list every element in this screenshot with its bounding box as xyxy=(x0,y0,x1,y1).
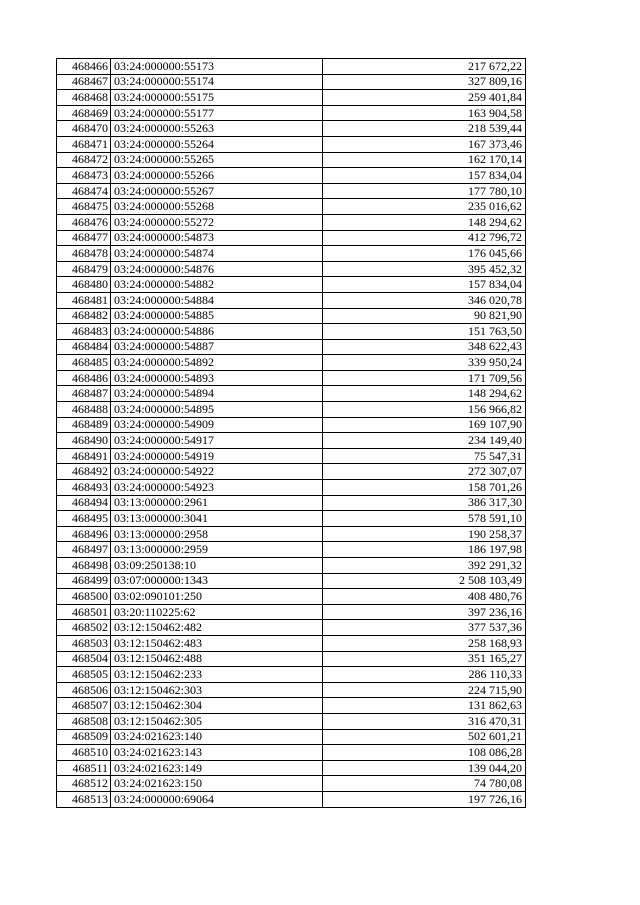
table-row xyxy=(57,620,526,636)
table-row xyxy=(57,386,526,402)
cadastral-number-cell: 03:24:000000:54884 xyxy=(111,292,323,308)
row-number-cell: 468478 xyxy=(57,246,111,262)
row-number-cell: 468508 xyxy=(57,713,111,729)
table-row xyxy=(57,589,526,605)
table-row xyxy=(57,324,526,340)
amount-cell: 151 763,50 xyxy=(323,324,526,340)
amount-cell: 386 317,30 xyxy=(323,495,526,511)
amount-cell: 258 168,93 xyxy=(323,635,526,651)
cadastral-number-cell: 03:24:000000:55267 xyxy=(111,183,323,199)
cadastral-number-cell: 03:24:021623:140 xyxy=(111,729,323,745)
cadastral-number-cell: 03:24:000000:54887 xyxy=(111,339,323,355)
row-number-cell: 468492 xyxy=(57,464,111,480)
cadastral-number-cell: 03:24:000000:54895 xyxy=(111,402,323,418)
row-number-cell: 468477 xyxy=(57,230,111,246)
table-row xyxy=(57,511,526,527)
amount-cell: 157 834,04 xyxy=(323,168,526,184)
table-row xyxy=(57,542,526,558)
row-number-cell: 468475 xyxy=(57,199,111,215)
amount-cell: 502 601,21 xyxy=(323,729,526,745)
cadastral-number-cell: 03:12:150462:483 xyxy=(111,635,323,651)
amount-cell: 167 373,46 xyxy=(323,136,526,152)
amount-cell: 169 107,90 xyxy=(323,417,526,433)
row-number-cell: 468474 xyxy=(57,183,111,199)
table-row xyxy=(57,651,526,667)
table-row xyxy=(57,402,526,418)
cadastral-number-cell: 03:24:000000:55268 xyxy=(111,199,323,215)
amount-cell: 186 197,98 xyxy=(323,542,526,558)
amount-cell: 176 045,66 xyxy=(323,246,526,262)
row-number-cell: 468503 xyxy=(57,635,111,651)
amount-cell: 162 170,14 xyxy=(323,152,526,168)
amount-cell: 339 950,24 xyxy=(323,355,526,371)
table-row xyxy=(57,308,526,324)
row-number-cell: 468467 xyxy=(57,74,111,90)
amount-cell: 190 258,37 xyxy=(323,526,526,542)
table-row xyxy=(57,667,526,683)
cadastral-number-cell: 03:24:000000:55177 xyxy=(111,105,323,121)
cadastral-number-cell: 03:24:000000:55272 xyxy=(111,214,323,230)
table-row xyxy=(57,635,526,651)
row-number-cell: 468513 xyxy=(57,791,111,807)
row-number-cell: 468493 xyxy=(57,480,111,496)
row-number-cell: 468494 xyxy=(57,495,111,511)
cadastral-number-cell: 03:24:000000:54922 xyxy=(111,464,323,480)
table-row xyxy=(57,105,526,121)
table-row xyxy=(57,136,526,152)
row-number-cell: 468502 xyxy=(57,620,111,636)
table-row xyxy=(57,776,526,792)
row-number-cell: 468501 xyxy=(57,604,111,620)
row-number-cell: 468481 xyxy=(57,292,111,308)
row-number-cell: 468468 xyxy=(57,90,111,106)
cadastral-number-cell: 03:24:000000:54882 xyxy=(111,277,323,293)
table-row xyxy=(57,90,526,106)
amount-cell: 348 622,43 xyxy=(323,339,526,355)
cadastral-number-cell: 03:24:000000:54894 xyxy=(111,386,323,402)
cadastral-number-cell: 03:24:000000:55264 xyxy=(111,136,323,152)
table-row xyxy=(57,292,526,308)
cadastral-number-cell: 03:24:000000:55175 xyxy=(111,90,323,106)
cadastral-number-cell: 03:24:000000:54917 xyxy=(111,433,323,449)
cadastral-number-cell: 03:24:021623:150 xyxy=(111,776,323,792)
table-row xyxy=(57,277,526,293)
amount-cell: 197 726,16 xyxy=(323,791,526,807)
table-row xyxy=(57,682,526,698)
table-row xyxy=(57,74,526,90)
amount-cell: 578 591,10 xyxy=(323,511,526,527)
cadastral-number-cell: 03:24:000000:55265 xyxy=(111,152,323,168)
table-row xyxy=(57,713,526,729)
row-number-cell: 468471 xyxy=(57,136,111,152)
cadastral-number-cell: 03:24:000000:54892 xyxy=(111,355,323,371)
cadastral-number-cell: 03:09:250138:10 xyxy=(111,558,323,574)
amount-cell: 148 294,62 xyxy=(323,214,526,230)
cadastral-number-cell: 03:13:000000:2961 xyxy=(111,495,323,511)
table-row xyxy=(57,464,526,480)
row-number-cell: 468495 xyxy=(57,511,111,527)
row-number-cell: 468497 xyxy=(57,542,111,558)
cadastral-number-cell: 03:24:000000:54873 xyxy=(111,230,323,246)
table-row xyxy=(57,370,526,386)
table-row xyxy=(57,573,526,589)
row-number-cell: 468488 xyxy=(57,402,111,418)
amount-cell: 74 780,08 xyxy=(323,776,526,792)
cadastral-number-cell: 03:12:150462:482 xyxy=(111,620,323,636)
row-number-cell: 468504 xyxy=(57,651,111,667)
amount-cell: 286 110,33 xyxy=(323,667,526,683)
table-row xyxy=(57,246,526,262)
amount-cell: 397 236,16 xyxy=(323,604,526,620)
cadastral-number-cell: 03:13:000000:3041 xyxy=(111,511,323,527)
table-row xyxy=(57,183,526,199)
cadastral-number-cell: 03:24:000000:55173 xyxy=(111,59,323,75)
cadastral-number-cell: 03:12:150462:488 xyxy=(111,651,323,667)
cadastral-number-cell: 03:20:110225:62 xyxy=(111,604,323,620)
amount-cell: 346 020,78 xyxy=(323,292,526,308)
amount-cell: 171 709,56 xyxy=(323,370,526,386)
amount-cell: 327 809,16 xyxy=(323,74,526,90)
row-number-cell: 468486 xyxy=(57,370,111,386)
amount-cell: 131 862,63 xyxy=(323,698,526,714)
table-row xyxy=(57,760,526,776)
cadastral-number-cell: 03:12:150462:304 xyxy=(111,698,323,714)
cadastral-number-cell: 03:24:000000:55263 xyxy=(111,121,323,137)
row-number-cell: 468507 xyxy=(57,698,111,714)
table-row xyxy=(57,526,526,542)
table-row xyxy=(57,495,526,511)
cadastral-number-cell: 03:12:150462:305 xyxy=(111,713,323,729)
amount-cell: 235 016,62 xyxy=(323,199,526,215)
amount-cell: 259 401,84 xyxy=(323,90,526,106)
cadastral-number-cell: 03:24:000000:69064 xyxy=(111,791,323,807)
row-number-cell: 468484 xyxy=(57,339,111,355)
row-number-cell: 468512 xyxy=(57,776,111,792)
cadastral-number-cell: 03:24:000000:55174 xyxy=(111,74,323,90)
row-number-cell: 468498 xyxy=(57,558,111,574)
table-row xyxy=(57,59,526,75)
table-row xyxy=(57,729,526,745)
amount-cell: 234 149,40 xyxy=(323,433,526,449)
amount-cell: 2 508 103,49 xyxy=(323,573,526,589)
row-number-cell: 468483 xyxy=(57,324,111,340)
row-number-cell: 468482 xyxy=(57,308,111,324)
table-row xyxy=(57,121,526,137)
table-row xyxy=(57,168,526,184)
cadastral-number-cell: 03:24:000000:54923 xyxy=(111,480,323,496)
row-number-cell: 468473 xyxy=(57,168,111,184)
amount-cell: 90 821,90 xyxy=(323,308,526,324)
cadastral-number-cell: 03:24:000000:54893 xyxy=(111,370,323,386)
amount-cell: 139 044,20 xyxy=(323,760,526,776)
table-row xyxy=(57,698,526,714)
cadastral-number-cell: 03:24:000000:54886 xyxy=(111,324,323,340)
table-row xyxy=(57,433,526,449)
row-number-cell: 468480 xyxy=(57,277,111,293)
amount-cell: 395 452,32 xyxy=(323,261,526,277)
amount-cell: 108 086,28 xyxy=(323,745,526,761)
cadastral-number-cell: 03:12:150462:233 xyxy=(111,667,323,683)
row-number-cell: 468490 xyxy=(57,433,111,449)
cadastral-number-cell: 03:13:000000:2959 xyxy=(111,542,323,558)
row-number-cell: 468506 xyxy=(57,682,111,698)
table-row xyxy=(57,417,526,433)
amount-cell: 316 470,31 xyxy=(323,713,526,729)
cadastral-number-cell: 03:24:000000:54909 xyxy=(111,417,323,433)
cadastral-number-cell: 03:07:000000:1343 xyxy=(111,573,323,589)
row-number-cell: 468509 xyxy=(57,729,111,745)
amount-cell: 148 294,62 xyxy=(323,386,526,402)
cadastral-number-cell: 03:13:000000:2958 xyxy=(111,526,323,542)
table-row xyxy=(57,448,526,464)
table-row xyxy=(57,261,526,277)
cadastral-number-cell: 03:24:021623:143 xyxy=(111,745,323,761)
row-number-cell: 468510 xyxy=(57,745,111,761)
amount-cell: 218 539,44 xyxy=(323,121,526,137)
row-number-cell: 468505 xyxy=(57,667,111,683)
row-number-cell: 468489 xyxy=(57,417,111,433)
row-number-cell: 468472 xyxy=(57,152,111,168)
cadastral-value-table xyxy=(56,58,526,808)
amount-cell: 163 904,58 xyxy=(323,105,526,121)
row-number-cell: 468485 xyxy=(57,355,111,371)
amount-cell: 392 291,32 xyxy=(323,558,526,574)
table-row xyxy=(57,339,526,355)
row-number-cell: 468479 xyxy=(57,261,111,277)
cadastral-number-cell: 03:24:000000:54876 xyxy=(111,261,323,277)
row-number-cell: 468466 xyxy=(57,59,111,75)
amount-cell: 272 307,07 xyxy=(323,464,526,480)
row-number-cell: 468496 xyxy=(57,526,111,542)
table-row xyxy=(57,214,526,230)
cadastral-number-cell: 03:02:090101:250 xyxy=(111,589,323,605)
table-row xyxy=(57,791,526,807)
row-number-cell: 468500 xyxy=(57,589,111,605)
amount-cell: 75 547,31 xyxy=(323,448,526,464)
cadastral-number-cell: 03:24:000000:54919 xyxy=(111,448,323,464)
table-row xyxy=(57,480,526,496)
amount-cell: 412 796,72 xyxy=(323,230,526,246)
cadastral-number-cell: 03:24:000000:55266 xyxy=(111,168,323,184)
row-number-cell: 468511 xyxy=(57,760,111,776)
amount-cell: 217 672,22 xyxy=(323,59,526,75)
row-number-cell: 468469 xyxy=(57,105,111,121)
table-row xyxy=(57,152,526,168)
row-number-cell: 468476 xyxy=(57,214,111,230)
amount-cell: 377 537,36 xyxy=(323,620,526,636)
table-row xyxy=(57,604,526,620)
row-number-cell: 468491 xyxy=(57,448,111,464)
amount-cell: 408 480,76 xyxy=(323,589,526,605)
table-row xyxy=(57,355,526,371)
amount-cell: 224 715,90 xyxy=(323,682,526,698)
table-row xyxy=(57,199,526,215)
table-row xyxy=(57,558,526,574)
amount-cell: 351 165,27 xyxy=(323,651,526,667)
cadastral-number-cell: 03:24:000000:54885 xyxy=(111,308,323,324)
row-number-cell: 468487 xyxy=(57,386,111,402)
amount-cell: 156 966,82 xyxy=(323,402,526,418)
cadastral-number-cell: 03:24:000000:54874 xyxy=(111,246,323,262)
table-body xyxy=(57,59,526,808)
amount-cell: 157 834,04 xyxy=(323,277,526,293)
amount-cell: 158 701,26 xyxy=(323,480,526,496)
row-number-cell: 468499 xyxy=(57,573,111,589)
table-row xyxy=(57,230,526,246)
cadastral-number-cell: 03:12:150462:303 xyxy=(111,682,323,698)
cadastral-number-cell: 03:24:021623:149 xyxy=(111,760,323,776)
amount-cell: 177 780,10 xyxy=(323,183,526,199)
table-row xyxy=(57,745,526,761)
row-number-cell: 468470 xyxy=(57,121,111,137)
